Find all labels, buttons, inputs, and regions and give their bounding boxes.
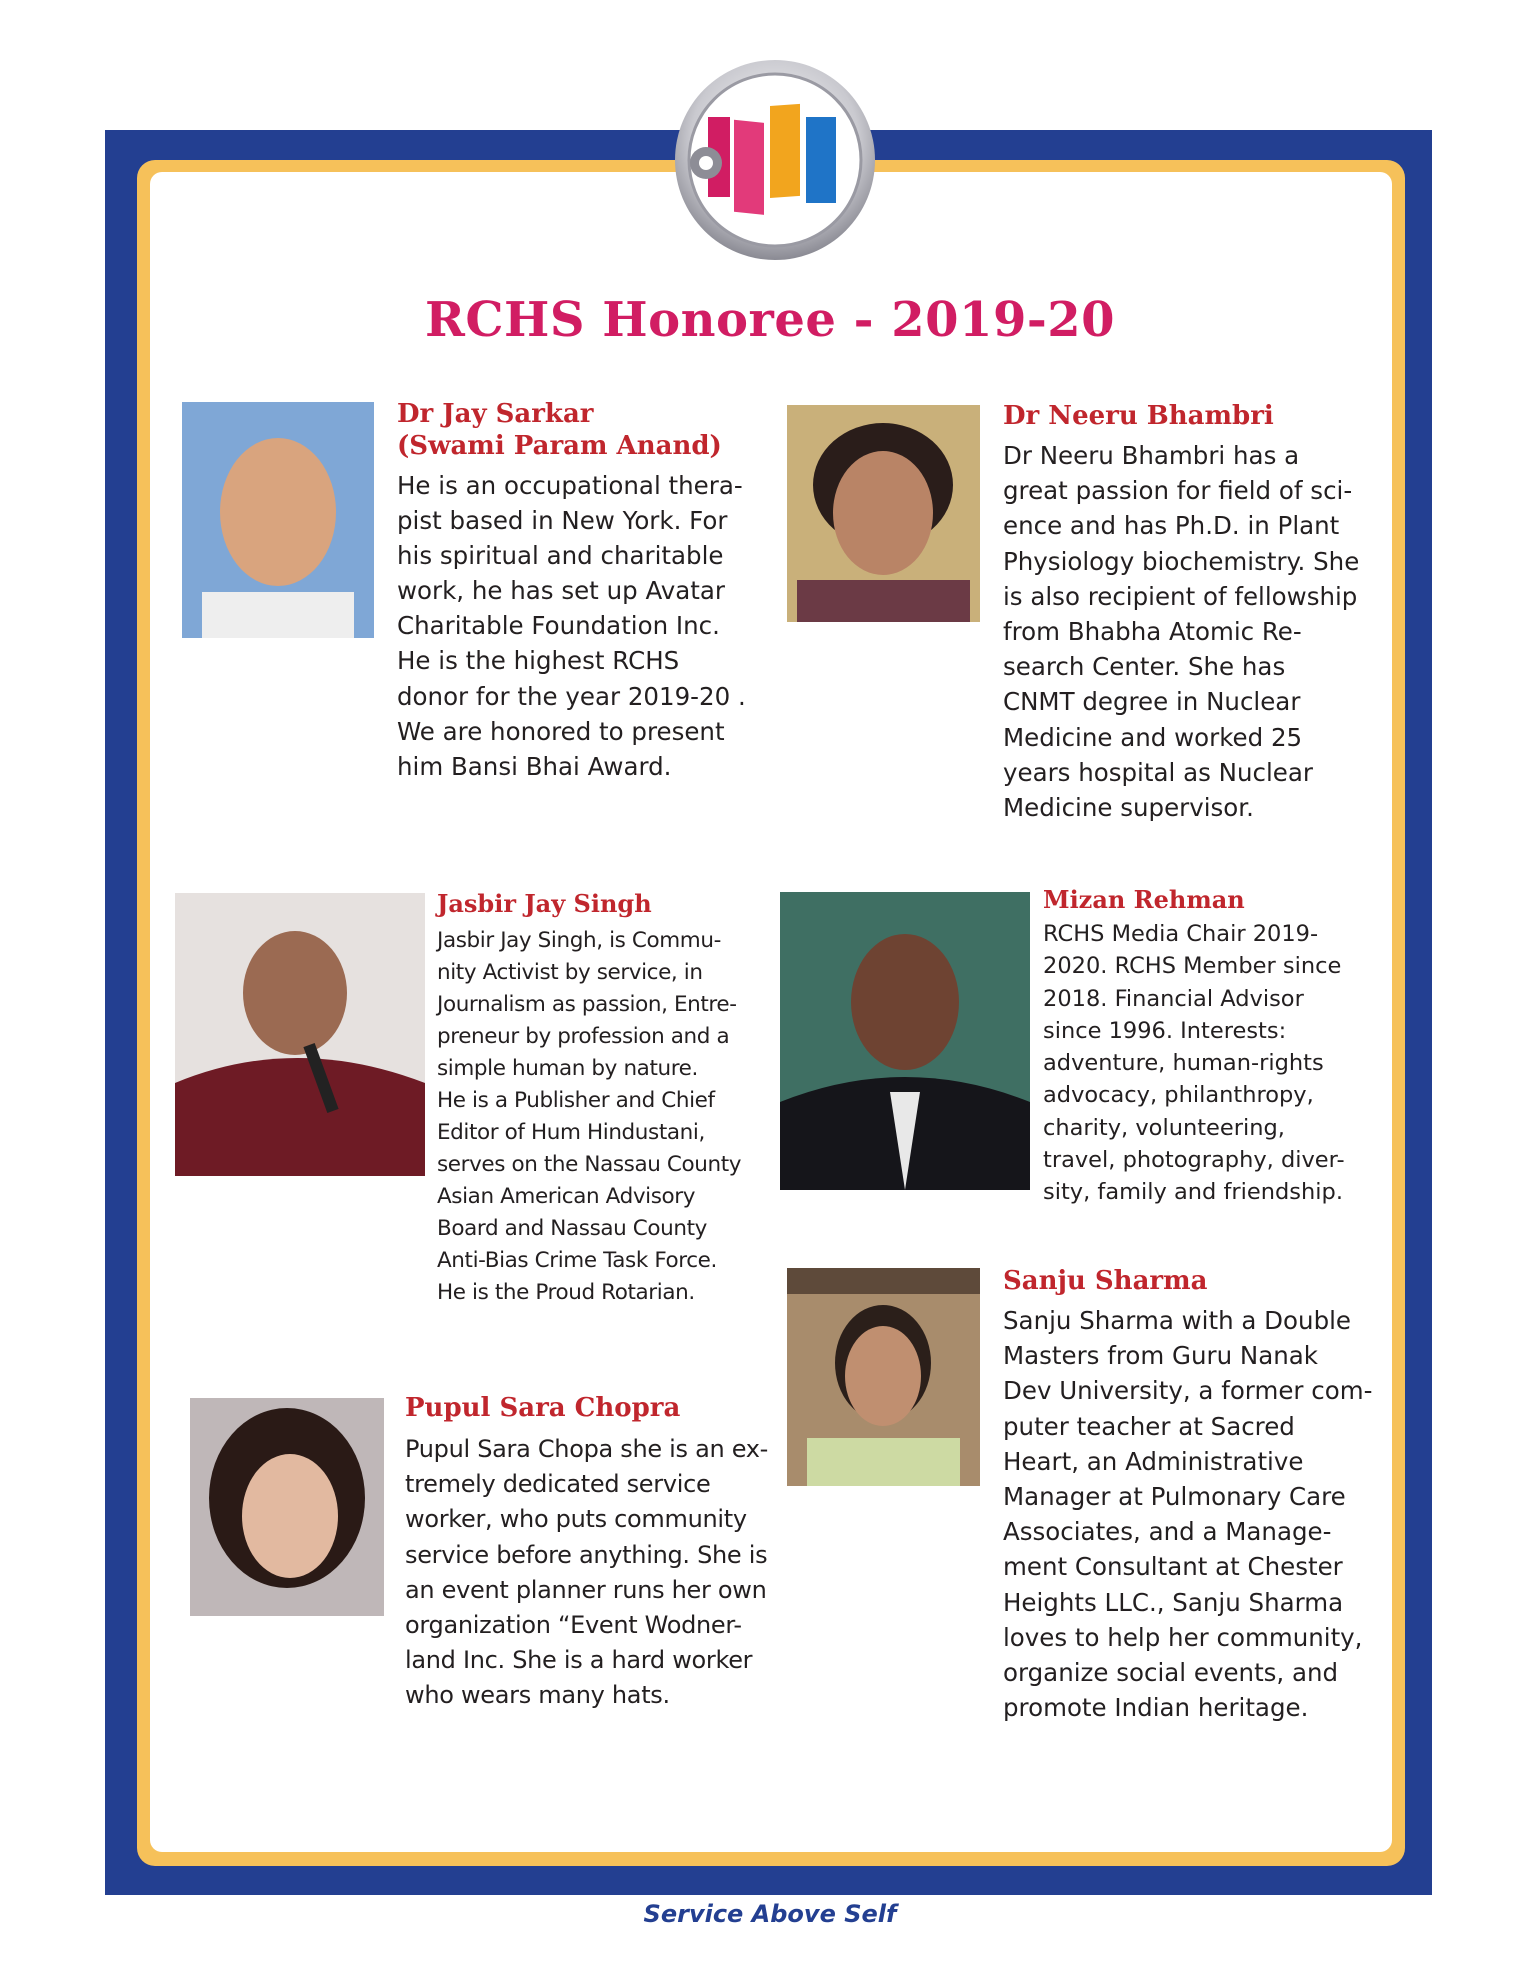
honoree-name: Jasbir Jay Singh bbox=[437, 889, 652, 918]
honoree-photo-sanju-sharma bbox=[787, 1268, 980, 1486]
honoree-bio: RCHS Media Chair 2019- 2020. RCHS Member since 2018. Financial Advisor since 1996. Interests: adventure, human-rights advocacy, philanthropy, charity, volunteering, travel, photography, diver- sity, family and friendship. bbox=[1043, 921, 1345, 1206]
honoree-photo-jay-sarkar bbox=[182, 402, 374, 638]
honoree-bio: Jasbir Jay Singh, is Commu- nity Activist by service, in Journalism as passion, Entre- preneur by profession and a simple human by nature. He is a Publisher and Chief Editor of Hum Hindustani, serves on the Nassau County Asian American Advisory Board and Nassau County Anti-Bias Crime Task Force. He is the Proud Rotarian. bbox=[437, 928, 742, 1305]
honoree-name: Pupul Sara Chopra bbox=[405, 1393, 681, 1423]
honoree-name: Mizan Rehman bbox=[1043, 885, 1245, 914]
honoree-bio: Pupul Sara Chopa she is an ex- tremely dedicated service worker, who puts community service before anything. She is an event planner runs her own organization “Event Wodner- land Inc. She is a hard worker who wears many hats. bbox=[405, 1435, 769, 1710]
honoree-photo-pupul-sara-chopra bbox=[190, 1398, 384, 1616]
page-title: RCHS Honoree - 2019-20 bbox=[424, 292, 1116, 348]
honoree-photo-jasbir-jay-singh bbox=[175, 893, 425, 1176]
honoree-bio: He is an occupational thera- pist based in New York. For his spiritual and charitable work, he has set up Avatar Charitable Foundation Inc. He is the highest RCHS donor for the year 2019-20 . We are honored to present him Bansi Bhai Award. bbox=[397, 471, 746, 781]
honoree-name: Sanju Sharma bbox=[1003, 1266, 1208, 1296]
rchs-logo bbox=[670, 55, 880, 265]
honoree-name: Dr Jay Sarkar (Swami Param Anand) bbox=[397, 399, 722, 461]
honoree-bio: Sanju Sharma with a Double Masters from Guru Nanak Dev University, a former com- puter teacher at Sacred Heart, an Administrative Manager at Pulmonary Care Associates, and a Manage- ment Consultant at Chester Heights LLC., Sanju Sharma loves to help her community, organize social events, and promote Indian heritage. bbox=[1003, 1306, 1373, 1723]
footer-motto: Service Above Self bbox=[643, 1900, 897, 1928]
honoree-photo-mizan-rehman bbox=[780, 892, 1030, 1190]
honoree-photo-neeru-bhambri bbox=[787, 405, 980, 622]
honoree-name: Dr Neeru Bhambri bbox=[1003, 401, 1274, 431]
honoree-bio: Dr Neeru Bhambri has a great passion for field of sci- ence and has Ph.D. in Plant Physiology biochemistry. She is also recipient of fellowship from Bhabha Atomic Re- search Center. She has CNMT degree in Nuclear Medicine and worked 25 years hospital as Nuclear Medicine supervisor. bbox=[1003, 441, 1360, 823]
